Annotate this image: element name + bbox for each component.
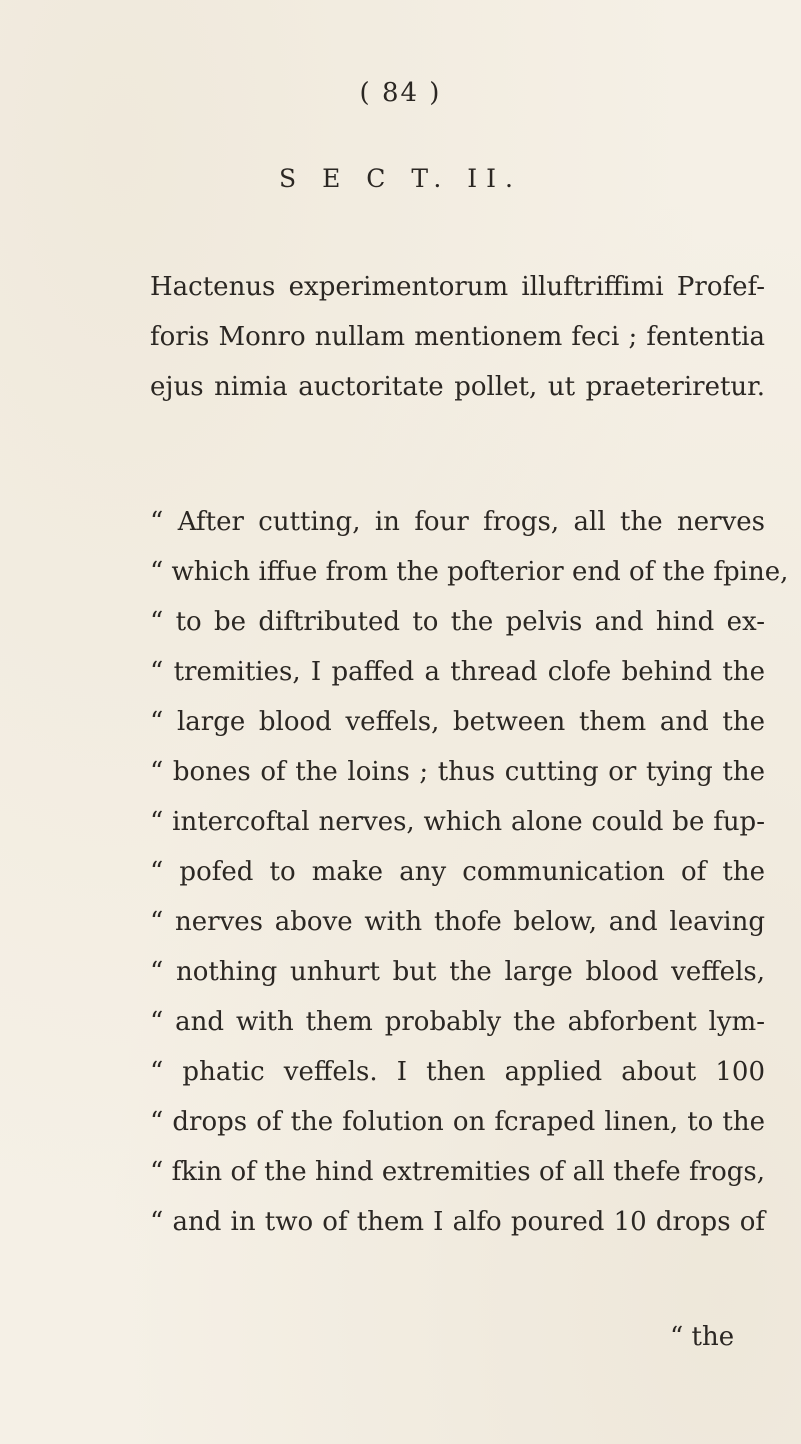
text-line: “ large blood veffels, between them and the (150, 707, 765, 737)
intro-paragraph (150, 262, 765, 412)
text-line: “ drops of the folution on fcraped linen, to the (150, 1107, 765, 1137)
text-line: “ and in two of them I alfo poured 10 drops of (150, 1207, 765, 1237)
text-line: Hactenus experimentorum illuftriffimi Profef- (150, 272, 765, 302)
text-line: “ tremities, I paffed a thread clofe behind the (150, 657, 765, 687)
text-line: foris Monro nullam mentionem feci ; fententia (150, 322, 765, 352)
text-line: “ which iffue from the pofterior end of the fpine, (150, 557, 789, 587)
text-line: “ nothing unhurt but the large blood veffels, (150, 957, 765, 987)
text-line: “ and with them probably the abforbent lym- (150, 1007, 765, 1037)
text-line: “ After cutting, in four frogs, all the nerves (150, 507, 765, 537)
text-line: “ pofed to make any communication of the (150, 857, 765, 887)
quote-paragraph (150, 497, 789, 1247)
catchword: “ the (670, 1322, 735, 1352)
text-line: ejus nimia auctoritate pollet, ut praeteriretur. (150, 372, 765, 402)
text-line: “ nerves above with thofe below, and leaving (150, 907, 765, 937)
page-number: ( 84 ) (359, 78, 442, 108)
text-line: “ to be diftributed to the pelvis and hind ex- (150, 607, 765, 637)
section-heading: S E C T. II. (279, 164, 522, 193)
text-line: “ fkin of the hind extremities of all thefe frogs, (150, 1157, 765, 1187)
text-line: “ phatic veffels. I then applied about 100 (150, 1057, 765, 1087)
text-line: “ bones of the loins ; thus cutting or tying the (150, 757, 765, 787)
text-line: “ intercoftal nerves, which alone could be fup- (150, 807, 765, 837)
